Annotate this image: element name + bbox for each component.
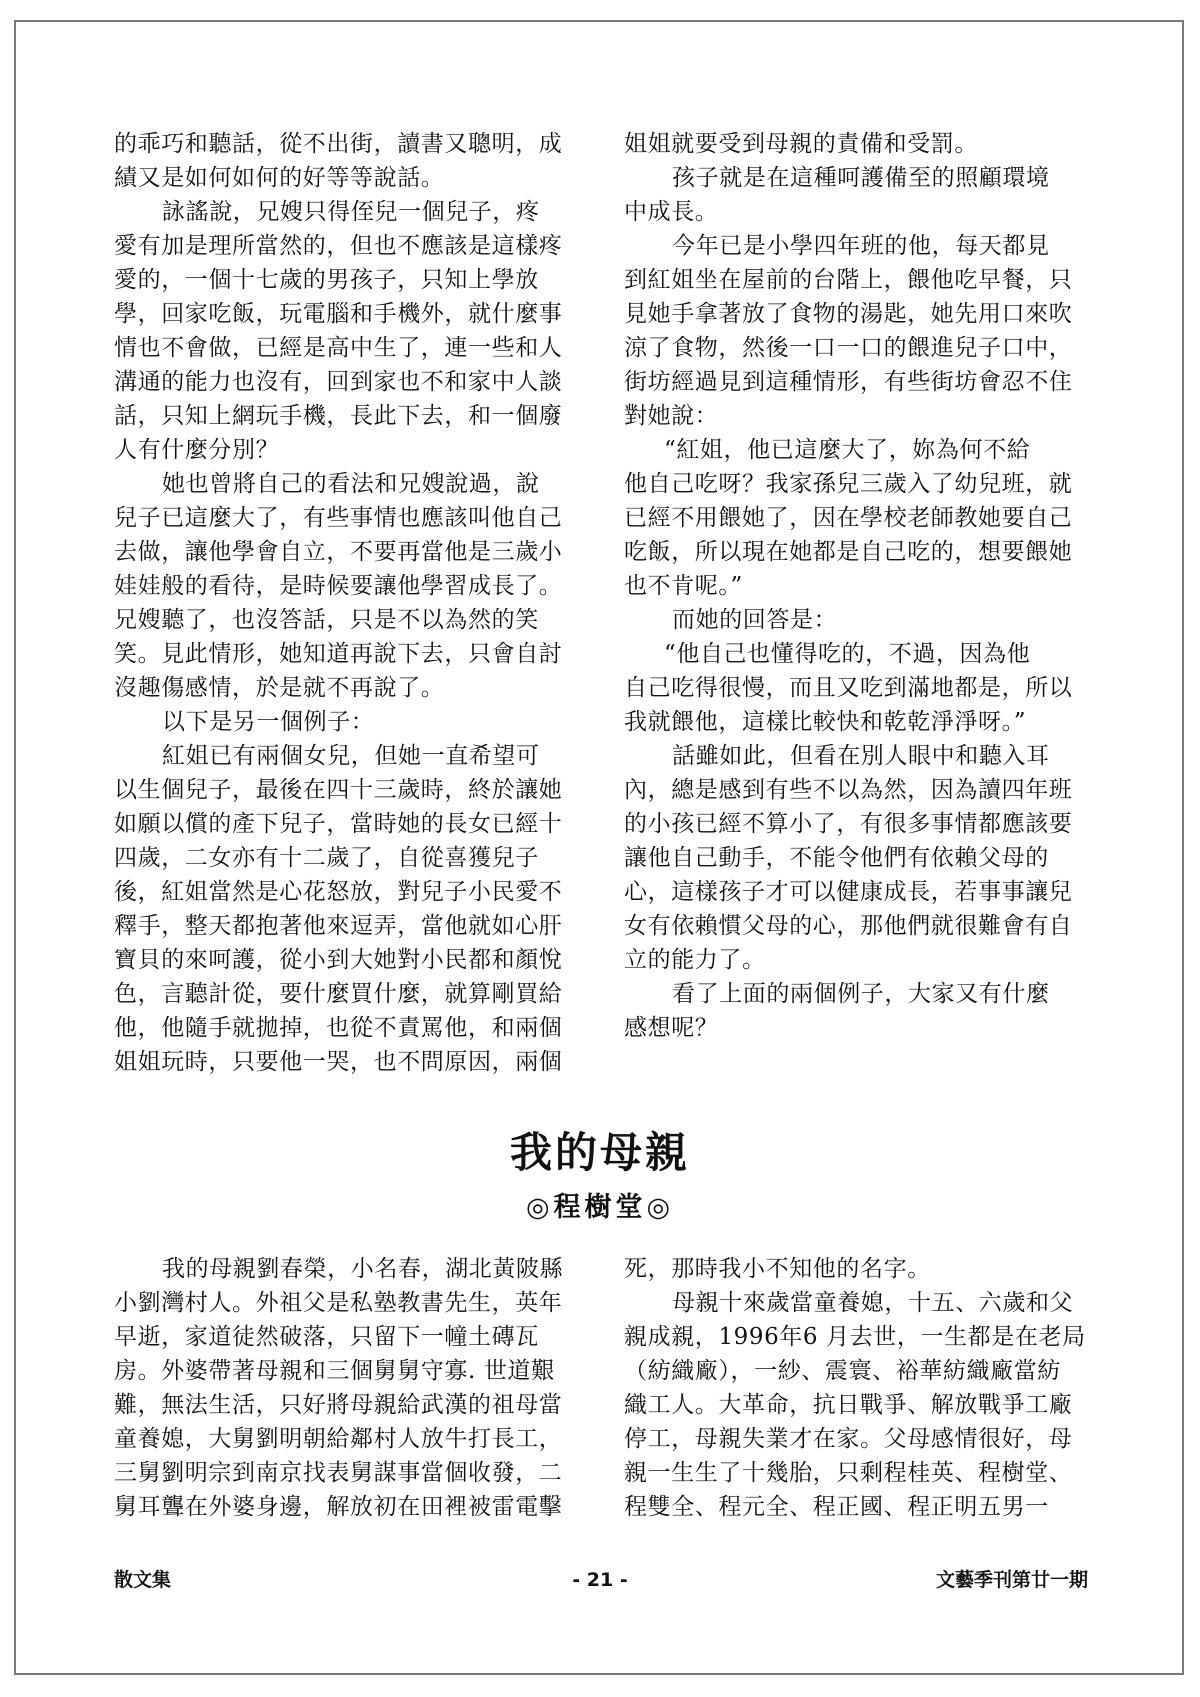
text-line: 去做，讓他學會自立，不要再當他是三歲小 (114, 539, 563, 565)
text-line: 親一生生了十幾胎，只剩程桂英、程樹堂、 (624, 1460, 1073, 1486)
text-line: 讓他自己動手，不能令他們有依賴父母的 (624, 845, 1049, 871)
text-line: 以生個兒子，最後在四十三歲時，終於讓她 (114, 777, 563, 803)
text-line: 童養媳，大舅劉明朝給鄰村人放牛打長工， (114, 1426, 563, 1452)
text-line: 心，這樣孩子才可以健康成長，若事事讓兒 (624, 879, 1073, 905)
text-line: 女有依賴慣父母的心，那他們就很難會有自 (624, 913, 1073, 939)
text-line: 而她的回答是： (672, 607, 838, 633)
text-line: 她也曾將自己的看法和兄嫂說過，說 (162, 471, 540, 497)
text-line: 寶貝的來呵護，從小到大她對小民都和顏悅 (114, 947, 563, 973)
text-line: 也不肯呢。” (624, 573, 743, 599)
text-line: 兒子已這麼大了，有些事情也應該叫他自己 (114, 505, 563, 531)
text-line: 今年已是小學四年班的他，每天都見 (672, 233, 1050, 259)
text-line: 房。外婆帶著母親和三個舅舅守寡. 世道艱 (114, 1358, 555, 1384)
text-line: 他自己吃呀？我家孫兒三歲入了幼兒班，就 (624, 471, 1073, 497)
article1-left-column (114, 127, 582, 1079)
text-line: 愛有加是理所當然的，但也不應該是這樣疼 (114, 233, 563, 259)
text-line: 對她說： (624, 403, 719, 429)
text-line: 色，言聽計從，要什麼買什麼，就算剛買給 (114, 981, 563, 1007)
text-line: 吃飯，所以現在她都是自己吃的，想要餵她 (624, 539, 1073, 565)
article2-title: 我的母親 (509, 1128, 690, 1177)
article2-author: ◎程樹堂◎ (525, 1192, 675, 1223)
text-line: （紡織廠），一紗、震寰、裕華紡織廠當紡 (624, 1358, 1061, 1384)
text-line: 停工，母親失業才在家。父母感情很好，母 (624, 1426, 1073, 1452)
text-line: 早逝，家道徒然破落，只留下一幢土磚瓦 (114, 1324, 539, 1350)
text-line: 四歲，二女亦有十二歲了，自從喜獲兒子 (114, 845, 539, 871)
text-line: 我就餵他，這樣比較快和乾乾淨淨呀。” (624, 709, 1027, 735)
text-line: 我的母親劉春榮，小名春，湖北黃陂縣 (162, 1256, 564, 1282)
text-line: 溝通的能力也沒有，回到家也不和家中人談 (114, 369, 563, 395)
text-line: 程雙全、程元全、程正國、程正明五男一 (624, 1494, 1049, 1520)
text-line: 母親十來歲當童養媳，十五、六歲和父 (672, 1290, 1074, 1316)
text-line: 話雖如此，但看在別人眼中和聽入耳 (672, 743, 1050, 769)
text-line: 績又是如何如何的好等等說話。 (114, 165, 445, 191)
text-line: 情也不會做，已經是高中生了，連一些和人 (114, 335, 563, 361)
footer-page-number: - 21 - (572, 1569, 628, 1591)
text-line: 見她手拿著放了食物的湯匙，她先用口來吹 (624, 301, 1073, 327)
text-line: 親成親，1996年6 月去世，一生都是在老局 (624, 1324, 1086, 1350)
text-line: 內，總是感到有些不以為然，因為讀四年班 (624, 777, 1073, 803)
text-line: 後，紅姐當然是心花怒放，對兒子小民愛不 (114, 879, 563, 905)
text-line: 話，只知上網玩手機，長此下去，和一個廢 (114, 403, 563, 429)
text-line: “紅姐，他已這麼大了，妳為何不給 (664, 437, 1031, 463)
text-line: 小劉灣村人。外祖父是私塾教書先生，英年 (114, 1290, 563, 1316)
text-line: 三舅劉明宗到南京找表舅謀事當個收發，二 (114, 1460, 563, 1486)
text-line: 娃娃般的看待，是時候要讓他學習成長了。 (114, 573, 563, 599)
text-line: 兄嫂聽了，也沒答話，只是不以為然的笑 (114, 607, 539, 633)
article2-left-column (114, 1252, 582, 1524)
text-line: 織工人。大革命，抗日戰爭、解放戰爭工廠 (624, 1392, 1073, 1418)
text-line: 姐姐玩時，只要他一哭，也不問原因，兩個 (114, 1049, 563, 1075)
text-line: 自己吃得很慢，而且又吃到滿地都是，所以 (624, 675, 1073, 701)
text-line: 感想呢？ (624, 1015, 719, 1041)
text-line: 的小孩已經不算小了，有很多事情都應該要 (624, 811, 1073, 837)
text-line: 涼了食物，然後一口一口的餵進兒子口中， (624, 335, 1073, 361)
text-line: 紅姐已有兩個女兒，但她一直希望可 (162, 743, 540, 769)
text-line: 以下是另一個例子： (162, 709, 375, 735)
article2-right-column (624, 1252, 1092, 1524)
text-line: 詠謠說，兄嫂只得侄兒一個兒子，疼 (162, 199, 540, 225)
text-line: 愛的，一個十七歲的男孩子，只知上學放 (114, 267, 539, 293)
text-line: 已經不用餵她了，因在學校老師教她要自己 (624, 505, 1073, 531)
text-line: 沒趣傷感情，於是就不再說了。 (114, 675, 445, 701)
text-line: 孩子就是在這種呵護備至的照顧環境 (672, 165, 1050, 191)
text-line: 釋手，整天都抱著他來逗弄，當他就如心肝 (114, 913, 563, 939)
text-line: 他，他隨手就拋掉，也從不責罵他，和兩個 (114, 1015, 563, 1041)
footer-publication: 文藝季刊第廿一期 (935, 1569, 1088, 1591)
text-line: 看了上面的兩個例子，大家又有什麼 (672, 981, 1050, 1007)
text-line: 到紅姐坐在屋前的台階上，餵他吃早餐，只 (624, 267, 1073, 293)
text-line: 街坊經過見到這種情形，有些街坊會忍不住 (624, 369, 1073, 395)
text-line: “他自己也懂得吃的，不過，因為他 (664, 641, 1031, 667)
text-line: 人有什麼分別？ (114, 437, 280, 463)
text-line: 立的能力了。 (624, 947, 766, 973)
text-line: 舅耳聾在外婆身邊，解放初在田裡被雷電擊 (114, 1494, 563, 1520)
text-line: 如願以償的產下兒子，當時她的長女已經十 (114, 811, 563, 837)
text-line: 死，那時我小不知他的名字。 (624, 1256, 931, 1282)
text-line: 的乖巧和聽話，從不出街，讀書又聰明，成 (114, 131, 563, 157)
text-line: 學，回家吃飯，玩電腦和手機外，就什麼事 (114, 301, 563, 327)
text-line: 姐姐就要受到母親的責備和受罰。 (624, 131, 978, 157)
text-line: 難，無法生活，只好將母親給武漢的祖母當 (114, 1392, 563, 1418)
article1-right-column (624, 127, 1092, 1045)
text-line: 笑。見此情形，她知道再說下去，只會自討 (114, 641, 563, 667)
text-line: 中成長。 (624, 199, 719, 225)
footer-section-name: 散文集 (114, 1569, 172, 1591)
